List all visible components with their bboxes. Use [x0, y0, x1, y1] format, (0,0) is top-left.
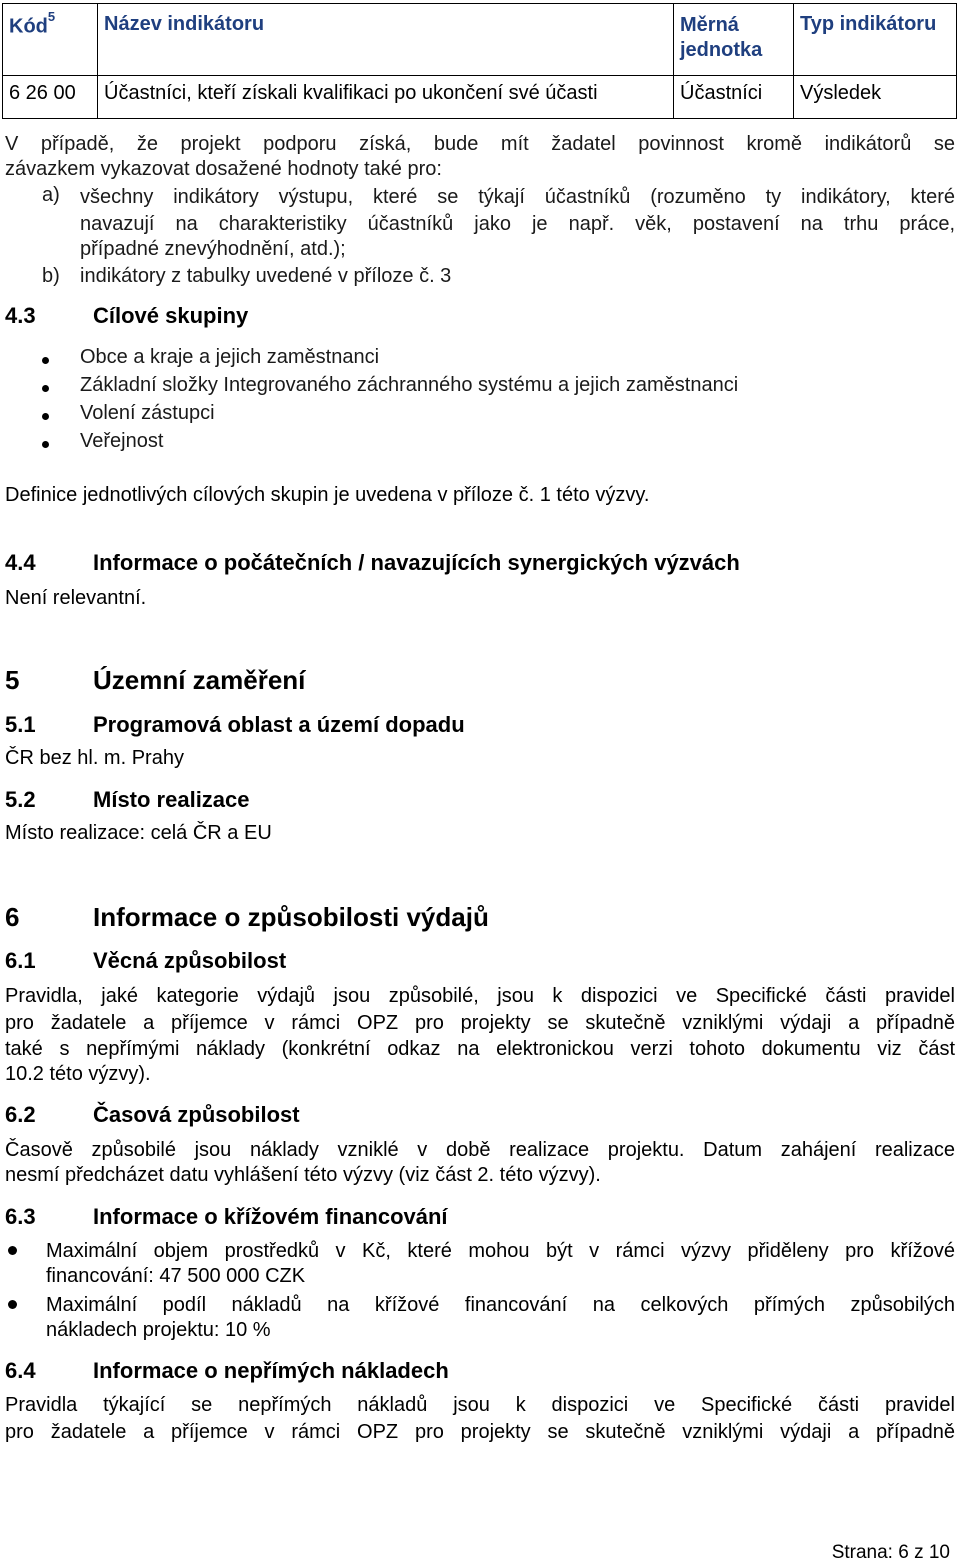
header-kod: Kód$^5$: [3, 4, 98, 76]
header-nazev: Název indikátoru: [98, 4, 674, 76]
bullet-icon: [42, 385, 49, 392]
section-title: Místo realizace: [93, 787, 250, 812]
paragraph-line: Pravidla týkající se nepřímých nákladů jsou k dispozici ve Specifické části pravidel: [5, 1394, 955, 1416]
target-groups-note: Definice jednotlivých cílových skupin je uvedena v příloze č. 1 této výzvy.: [5, 484, 650, 506]
list-item: Maximální podíl nákladů na křížové financování na celkových přímých způsobilých: [46, 1294, 955, 1316]
list-item: nákladech projektu: 10 %: [46, 1319, 271, 1341]
section-text: ČR bez hl. m. Prahy: [5, 747, 184, 769]
paragraph-line: také s nepřímými náklady (konkrétní odkaz na elektronickou verzi tohoto dokumentu viz část: [5, 1038, 955, 1060]
paragraph-line: nesmí předcházet datu vyhlášení této výzvy (viz část 2. této výzvy).: [5, 1164, 601, 1186]
paragraph-line: pro žadatele a příjemce v rámci OPZ pro projekty se skutečně vzniklými výdaji a případně: [5, 1421, 955, 1443]
section-number: 5.1: [5, 712, 36, 737]
table-row: [3, 76, 957, 119]
section-text: Není relevantní.: [5, 587, 147, 609]
section-title: Programová oblast a území dopadu: [93, 712, 465, 737]
list-item-a: případné znevýhodnění, atd.);: [80, 238, 346, 260]
page-number: Strana: 6 z 10: [831, 1542, 950, 1563]
section-number: 5.2: [5, 787, 36, 812]
intro-line: V případě, že projekt podporu získá, bude mít žadatel povinnost kromě indikátorů se: [5, 133, 955, 155]
list-item: Volení zástupci: [80, 402, 215, 424]
section-title: Věcná způsobilost: [93, 948, 287, 973]
section-title: Informace o nepřímých nákladech: [93, 1358, 449, 1383]
chapter-title: Územní zaměření: [93, 665, 306, 695]
indicator-table: [2, 3, 957, 119]
chapter-title: Informace o způsobilosti výdajů: [93, 902, 489, 932]
list-item: financování: 47 500 000 CZK: [46, 1265, 306, 1287]
section-title: Informace o počátečních / navazujících synergických výzvách: [93, 550, 740, 575]
list-marker-b: b): [42, 265, 60, 287]
section-text: Místo realizace: celá ČR a EU: [5, 822, 272, 844]
cell-nazev: Účastníci, kteří získali kvalifikaci po ukončení své účasti: [98, 76, 674, 119]
section-title: Informace o křížovém financování: [93, 1204, 448, 1229]
chapter-number: 6: [5, 902, 20, 932]
bullet-icon: [42, 413, 49, 420]
paragraph-line: Časově způsobilé jsou náklady vzniklé v době realizace projektu. Datum zahájení realizace: [5, 1139, 955, 1161]
list-item-a: navazují na charakteristiky účastníků jako je např. věk, postavení na trhu práce,: [80, 213, 955, 235]
section-number: 4.4: [5, 550, 36, 575]
chapter-number: 5: [5, 665, 20, 695]
section-number: 6.2: [5, 1102, 36, 1127]
list-marker-a: a): [42, 184, 60, 206]
section-number: 6.3: [5, 1204, 36, 1229]
bullet-icon: [42, 441, 49, 448]
list-item: Maximální objem prostředků v Kč, které mohou být v rámci výzvy přiděleny pro křížové: [46, 1240, 955, 1262]
list-item-b: indikátory z tabulky uvedené v příloze č. 3: [80, 265, 452, 287]
list-item: Základní složky Integrovaného záchranného systému a jejich zaměstnanci: [80, 374, 739, 396]
section-number: 4.3: [5, 303, 36, 328]
paragraph-line: 10.2 této výzvy).: [5, 1063, 151, 1085]
paragraph-line: Pravidla, jaké kategorie výdajů jsou způsobilé, jsou k dispozici ve Specifické části pravidel: [5, 985, 955, 1007]
list-item: Veřejnost: [80, 430, 164, 452]
list-item: Obce a kraje a jejich zaměstnanci: [80, 346, 380, 368]
header-typ: Typ indikátoru: [794, 4, 957, 76]
intro-line: závazkem vykazovat dosažené hodnoty také pro:: [5, 158, 442, 180]
section-title: Časová způsobilost: [93, 1102, 300, 1127]
section-number: 6.4: [5, 1358, 36, 1383]
cell-jednotka: Účastníci: [674, 76, 794, 119]
section-number: 6.1: [5, 948, 36, 973]
paragraph-line: pro žadatele a příjemce v rámci OPZ pro projekty se skutečně vzniklými výdaji a případně: [5, 1012, 955, 1034]
cell-kod: 6 26 00: [3, 76, 98, 119]
table-header-row: [3, 4, 957, 76]
header-merna-jednotka: Měrná jednotka: [674, 4, 794, 76]
bullet-icon: [8, 1300, 17, 1309]
bullet-icon: [8, 1246, 17, 1255]
bullet-icon: [42, 357, 49, 364]
cell-typ: Výsledek: [794, 76, 957, 119]
section-title: Cílové skupiny: [93, 303, 249, 328]
list-item-a: všechny indikátory výstupu, které se týkají účastníků (rozuměno ty indikátory, které: [80, 186, 955, 208]
